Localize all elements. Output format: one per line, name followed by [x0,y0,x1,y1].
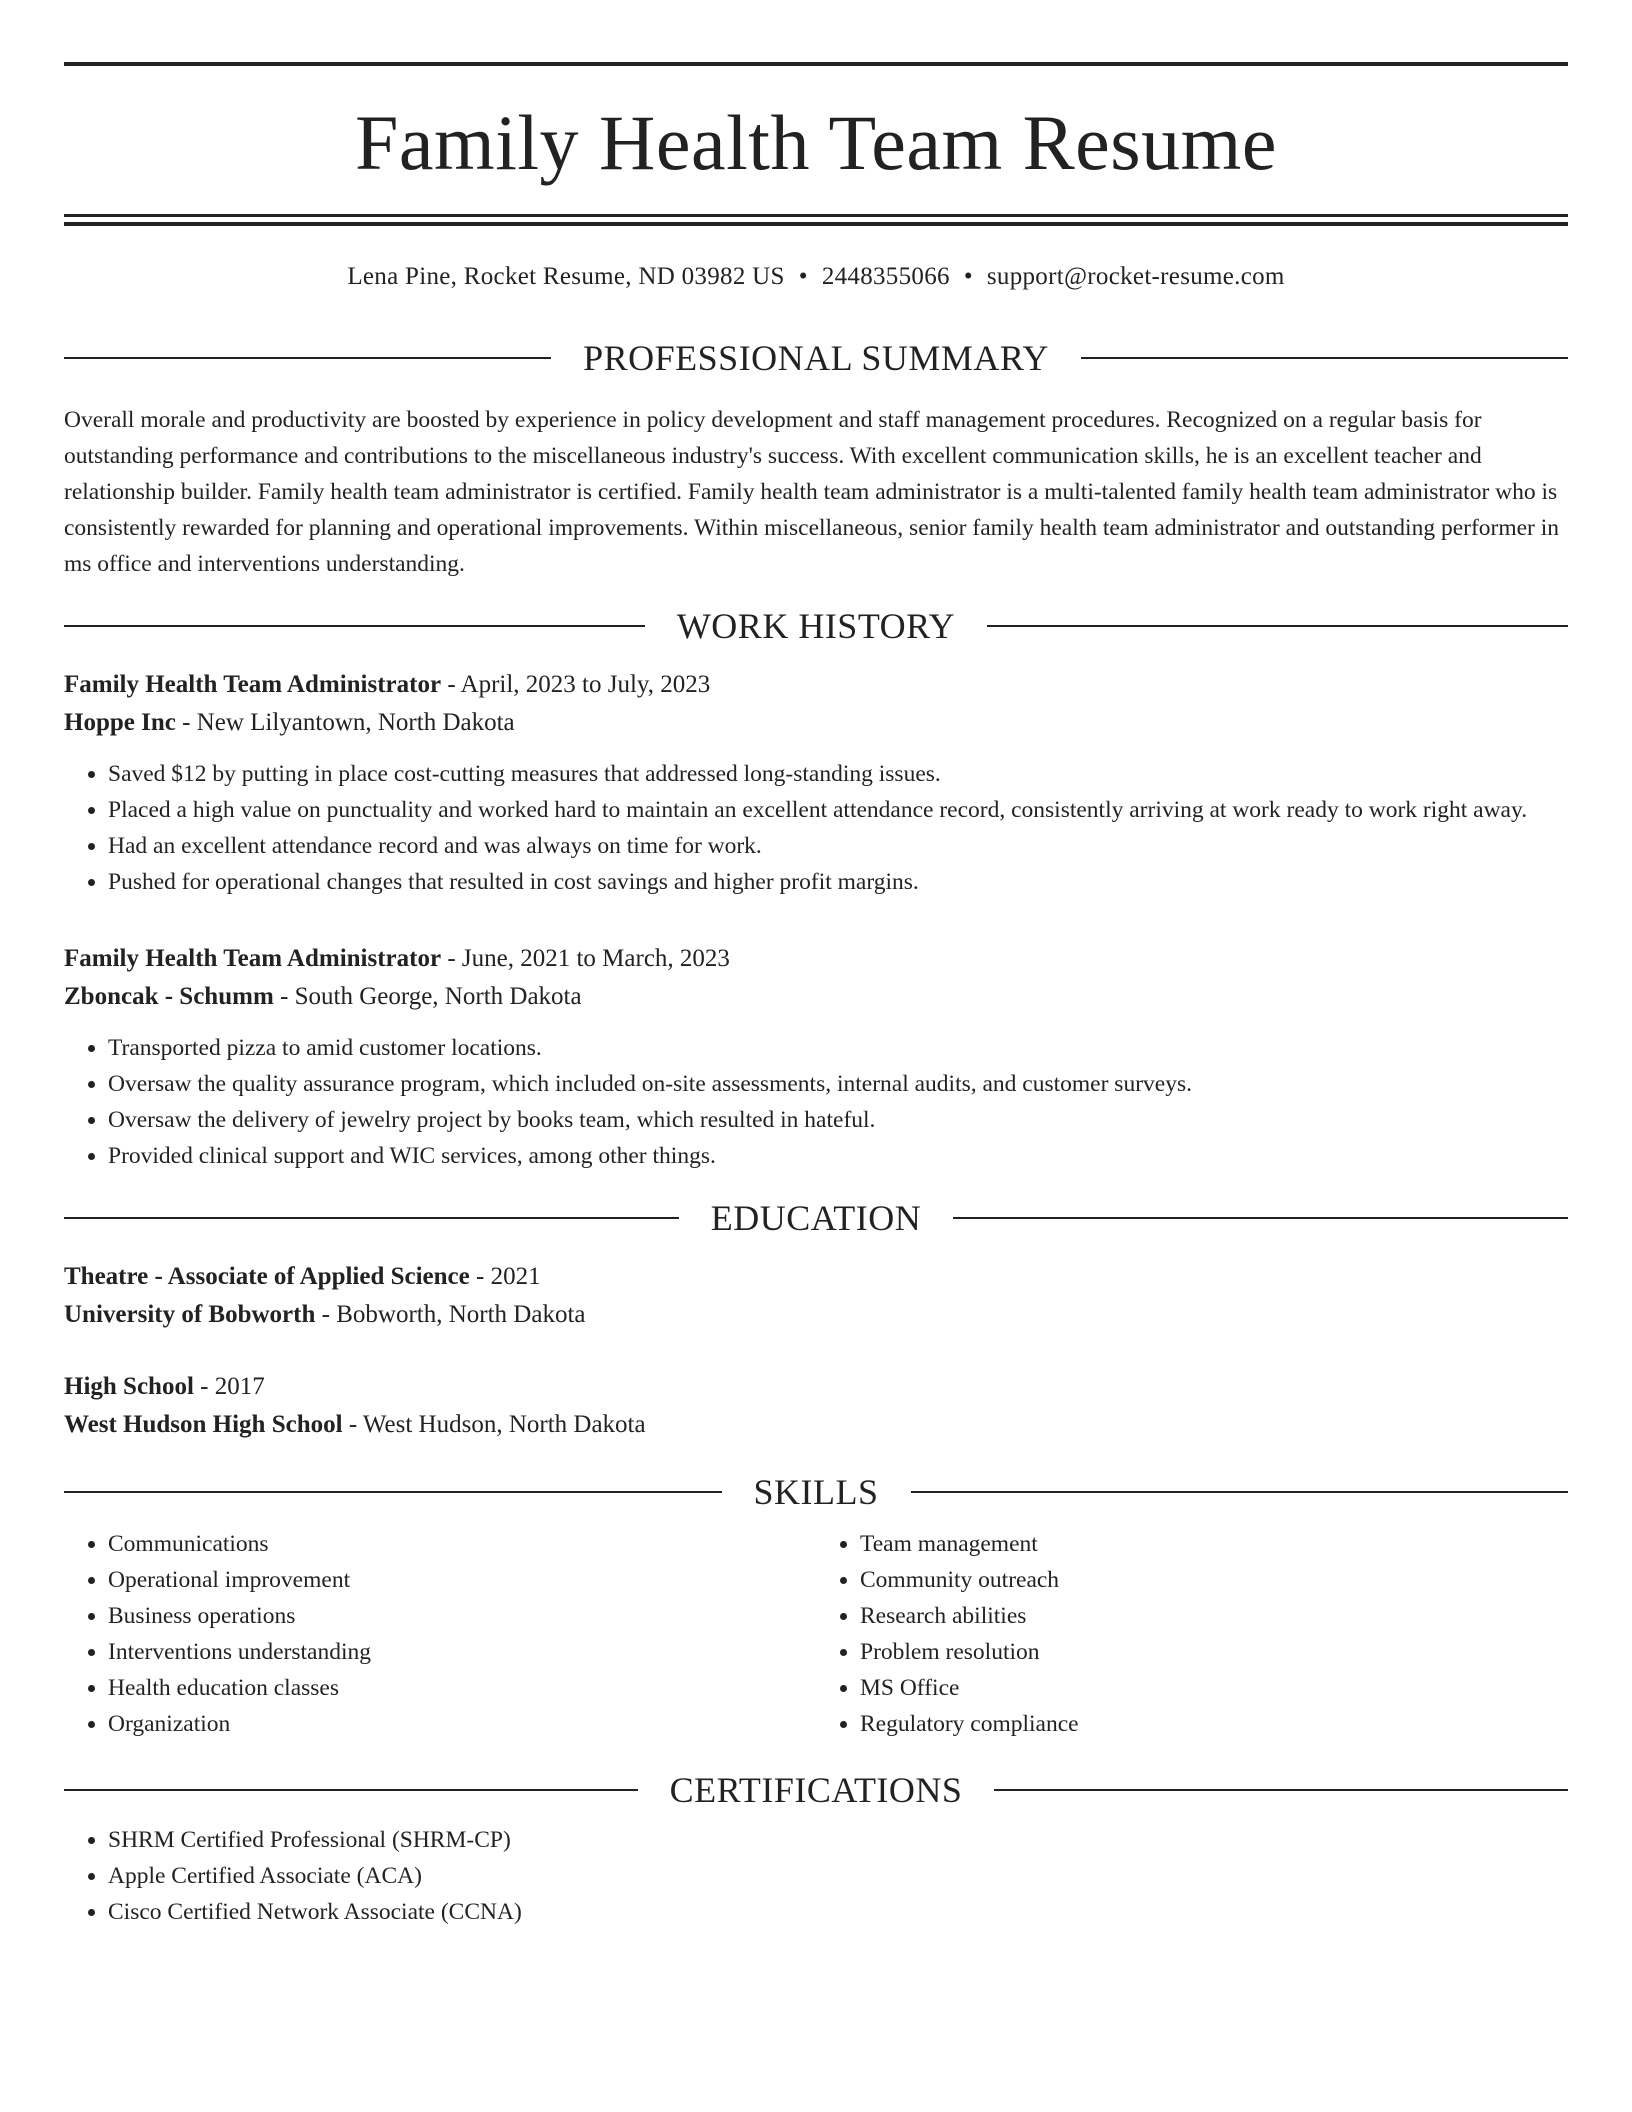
contact-address: Lena Pine, Rocket Resume, ND 03982 US [347,263,785,290]
job-title-line [64,940,1568,978]
skill-item: • Research abilities [860,1598,1568,1634]
education-school: West Hudson High School [64,1411,343,1438]
certification-item: • SHRM Certified Professional (SHRM-CP) [108,1822,1568,1858]
heading-rule-right [994,1789,1568,1791]
heading-rule-right [1081,357,1568,359]
education-degree: Theatre - Associate of Applied Science [64,1263,470,1290]
job-title-line [64,666,1568,704]
skill-item: • Problem resolution [860,1634,1568,1670]
skill-item: • Community outreach [860,1562,1568,1598]
top-rule [64,62,1568,66]
education-heading-label: EDUCATION [710,1198,922,1238]
job-bullet: • Oversaw the delivery of jewelry project by books team, which resulted in hateful. [108,1102,1568,1138]
contact-email: support@rocket-resume.com [986,263,1285,290]
job-bullet: • Had an excellent attendance record and was always on time for work. [108,828,1568,864]
heading-rule-left [64,1491,722,1493]
education-degree-line [64,1258,1568,1296]
job-bullets [64,1030,1568,1174]
skill-item: • Interventions understanding [108,1634,816,1670]
education-school-line [64,1296,1568,1334]
title-double-rule [64,214,1568,226]
contact-separator: • [798,263,808,290]
job-title: Family Health Team Administrator [64,945,442,972]
job-dates: - June, 2021 to March, 2023 [441,945,730,972]
certification-item: • Cisco Certified Network Associate (CCNA) [108,1894,1568,1930]
skill-item: • Health education classes [108,1670,816,1706]
education-entry [64,1368,1568,1444]
job-entry [64,666,1568,900]
job-location: - South George, North Dakota [273,983,582,1010]
resume-title: Family Health Team Resume [355,99,1277,186]
certifications-heading-label: CERTIFICATIONS [669,1770,963,1810]
education-location: - West Hudson, North Dakota [342,1411,646,1438]
education-degree: High School [64,1373,194,1400]
certification-item: • Apple Certified Associate (ACA) [108,1858,1568,1894]
job-entry [64,940,1568,1174]
summary-text: Overall morale and productivity are boosted by experience in policy development and staff management procedures. Recognized on a regular basis for outstanding performance and contributions to the miscellaneous industry's success. With excellent communication skills, he is an excellent teacher and relationship builder. Family health team administrator is certified. Family health team administrator is a multi-talented family health team administrator who is consistently rewarded for planning and operational improvements. Within miscellaneous, senior family health team administrator and outstanding performer in ms office and interventions understanding. [64,407,1560,577]
education-school-line [64,1406,1568,1444]
work-heading-label: WORK HISTORY [676,606,956,646]
skill-item: • Business operations [108,1598,816,1634]
certifications-list [64,1822,1568,1930]
job-company-line [64,978,1568,1016]
skill-item: • Team management [860,1526,1568,1562]
skill-item: • Communications [108,1526,816,1562]
certifications-section-heading [64,1772,1568,1808]
job-bullets [64,756,1568,900]
skills-section-heading [64,1474,1568,1510]
skill-item: • Operational improvement [108,1562,816,1598]
education-degree-line [64,1368,1568,1406]
heading-rule-left [64,1217,679,1219]
education-school: University of Bobworth [64,1301,316,1328]
skill-item: • Organization [108,1706,816,1742]
skills-list [64,1526,1568,1742]
heading-rule-right [987,625,1568,627]
heading-rule-right [911,1491,1569,1493]
skills-column-left [64,1526,816,1742]
heading-rule-left [64,625,645,627]
summary-section-heading [64,340,1568,376]
summary-heading-label: PROFESSIONAL SUMMARY [583,338,1049,378]
education-year: - 2021 [469,1263,541,1290]
heading-rule-right [953,1217,1568,1219]
job-bullet: • Transported pizza to amid customer locations. [108,1030,1568,1066]
heading-rule-left [64,1789,638,1791]
job-dates: - April, 2023 to July, 2023 [441,671,711,698]
skill-item: • Regulatory compliance [860,1706,1568,1742]
contact-separator: • [963,263,973,290]
skill-item: • MS Office [860,1670,1568,1706]
job-company: Hoppe Inc [64,709,176,736]
job-company: Zboncak - Schumm [64,983,274,1010]
job-bullet: • Oversaw the quality assurance program, which included on-site assessments, internal audits, and customer surveys. [108,1066,1568,1102]
job-bullet: • Saved $12 by putting in place cost-cutting measures that addressed long-standing issues. [108,756,1568,792]
education-section-heading [64,1200,1568,1236]
contact-phone: 2448355066 [821,263,950,290]
contact-line [64,262,1568,292]
education-year: - 2017 [193,1373,265,1400]
skills-heading-label: SKILLS [753,1472,879,1512]
education-entry [64,1258,1568,1334]
heading-rule-left [64,357,551,359]
job-company-line [64,704,1568,742]
work-section-heading [64,608,1568,644]
skills-column-right [816,1526,1568,1742]
job-bullet: • Placed a high value on punctuality and worked hard to maintain an excellent attendance record, consistently arriving at work ready to work right away. [108,792,1568,828]
job-bullet: • Provided clinical support and WIC services, among other things. [108,1138,1568,1174]
job-location: - New Lilyantown, North Dakota [175,709,515,736]
job-title: Family Health Team Administrator [64,671,442,698]
education-location: - Bobworth, North Dakota [315,1301,586,1328]
job-bullet: • Pushed for operational changes that resulted in cost savings and higher profit margins. [108,864,1568,900]
